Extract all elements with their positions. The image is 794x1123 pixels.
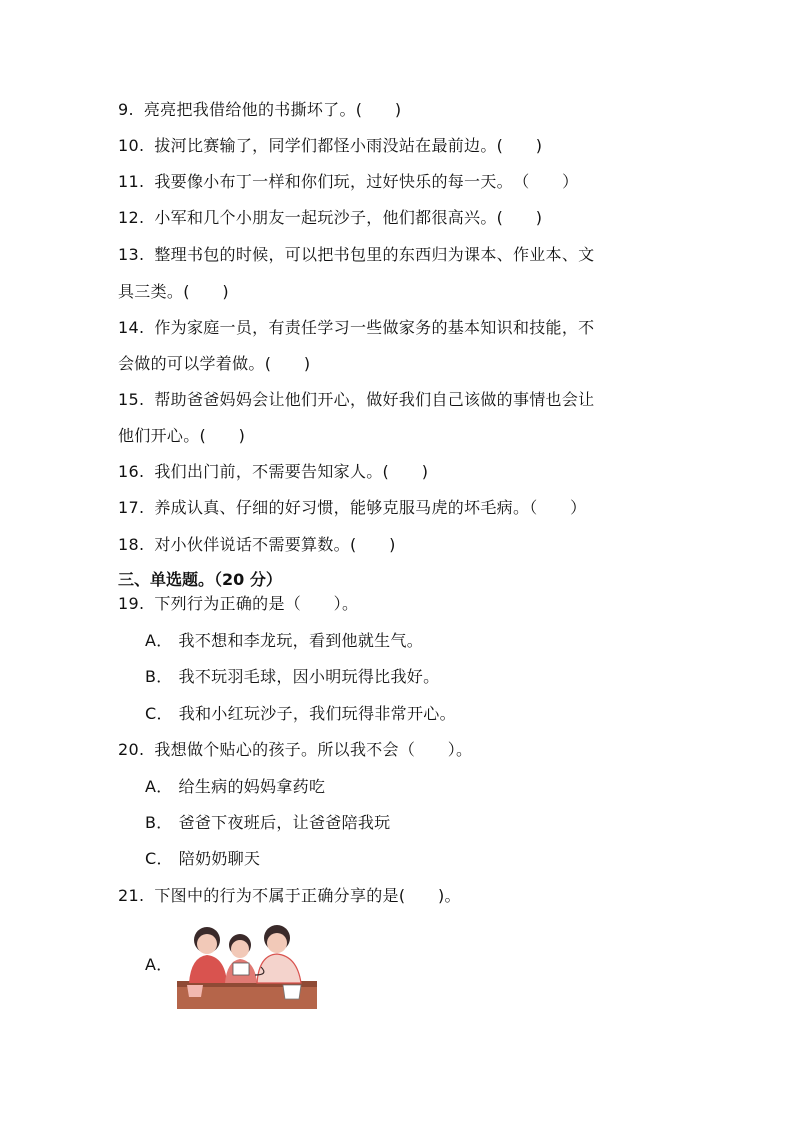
child-left-legs: [187, 985, 203, 997]
question-18: [118, 535, 678, 555]
question-text: 小军和几个小朋友一起玩沙子，他们都很高兴。( ): [154, 208, 543, 227]
child-middle-face: [231, 940, 249, 958]
question-12: [118, 208, 678, 228]
option-text: 陪奶奶聊天: [178, 849, 261, 868]
question-number: 12.: [118, 208, 145, 227]
question-text: 拔河比赛输了，同学们都怪小雨没站在最前边。( ): [154, 136, 543, 155]
question-number: 14.: [118, 318, 145, 337]
question-number: 17.: [118, 498, 145, 517]
child-right-face: [267, 933, 287, 953]
q19-option-c[interactable]: [145, 704, 456, 724]
question-9: [118, 100, 678, 120]
shared-book-shape: [233, 963, 249, 975]
question-number: 11.: [118, 172, 145, 191]
question-text: 下列行为正确的是（ ）。: [154, 594, 359, 613]
option-letter: C．: [145, 849, 173, 868]
question-text: 亮亮把我借给他的书撕坏了。( ): [143, 100, 402, 119]
q19-option-a[interactable]: [145, 631, 423, 651]
question-text: 我想做个贴心的孩子。所以我不会（ ）。: [154, 740, 473, 759]
question-15: [118, 390, 678, 410]
question-number: 10.: [118, 136, 145, 155]
question-text: 对小伙伴说话不需要算数。( ): [154, 535, 396, 554]
question-text-continuation: 会做的可以学着做。( ): [118, 354, 311, 373]
question-number: 18.: [118, 535, 145, 554]
option-letter: C．: [145, 704, 173, 723]
question-text: 下图中的行为不属于正确分享的是( )。: [154, 886, 461, 905]
option-letter: B．: [145, 813, 173, 832]
question-11: [118, 172, 678, 192]
question-number: 13.: [118, 245, 145, 264]
q21-option-a-label[interactable]: [145, 955, 179, 975]
question-text-continuation: 他们开心。( ): [118, 426, 246, 445]
q20-option-c[interactable]: [145, 849, 260, 869]
option-text: 我不想和李龙玩，看到他就生气。: [178, 631, 424, 650]
question-text: 作为家庭一员，有责任学习一些做家务的基本知识和技能，不: [154, 318, 595, 337]
child-right-body: [257, 954, 301, 983]
option-letter: A．: [145, 955, 173, 974]
question-text: 我们出门前，不需要告知家人。( ): [154, 462, 429, 481]
question-14: [118, 318, 678, 338]
question-text: 我要像小布丁一样和你们玩，过好快乐的每一天。 （ ）: [154, 172, 579, 191]
children-sharing-illustration[interactable]: [177, 923, 317, 1009]
child-right-legs: [283, 985, 301, 999]
question-text: 养成认真、仔细的好习惯，能够克服马虎的坏毛病。（ ）: [154, 498, 587, 517]
child-left-body: [189, 955, 227, 983]
option-text: 我不玩羽毛球，因小明玩得比我好。: [178, 667, 440, 686]
question-number: 19.: [118, 594, 145, 613]
option-text: 爸爸下夜班后，让爸爸陪我玩: [178, 813, 391, 832]
question-number: 20.: [118, 740, 145, 759]
question-number: 9.: [118, 100, 134, 119]
section-heading: 三、单选题。（20 分）: [118, 570, 282, 589]
option-text: 给生病的妈妈拿药吃: [178, 777, 326, 796]
q20-option-a[interactable]: [145, 777, 325, 797]
question-17: [118, 498, 678, 518]
question-number: 16.: [118, 462, 145, 481]
question-10: [118, 136, 678, 156]
question-20: [118, 740, 678, 760]
question-text-continuation: 具三类。( ): [118, 282, 229, 301]
question-15-continuation: [118, 426, 678, 446]
question-14-continuation: [118, 354, 678, 374]
question-text: 整理书包的时候，可以把书包里的东西归为课本、作业本、文: [154, 245, 595, 264]
question-text: 帮助爸爸妈妈会让他们开心，做好我们自己该做的事情也会让: [154, 390, 595, 409]
q19-option-b[interactable]: [145, 667, 439, 687]
child-left-face: [197, 934, 217, 954]
question-13-continuation: [118, 282, 678, 302]
option-letter: A．: [145, 631, 173, 650]
question-number: 15.: [118, 390, 145, 409]
question-13: [118, 245, 678, 265]
question-21: [118, 886, 678, 906]
question-16: [118, 462, 678, 482]
q20-option-b[interactable]: [145, 813, 390, 833]
question-number: 21.: [118, 886, 145, 905]
question-19: [118, 594, 678, 614]
option-text: 我和小红玩沙子，我们玩得非常开心。: [178, 704, 456, 723]
option-letter: B．: [145, 667, 173, 686]
option-letter: A．: [145, 777, 173, 796]
